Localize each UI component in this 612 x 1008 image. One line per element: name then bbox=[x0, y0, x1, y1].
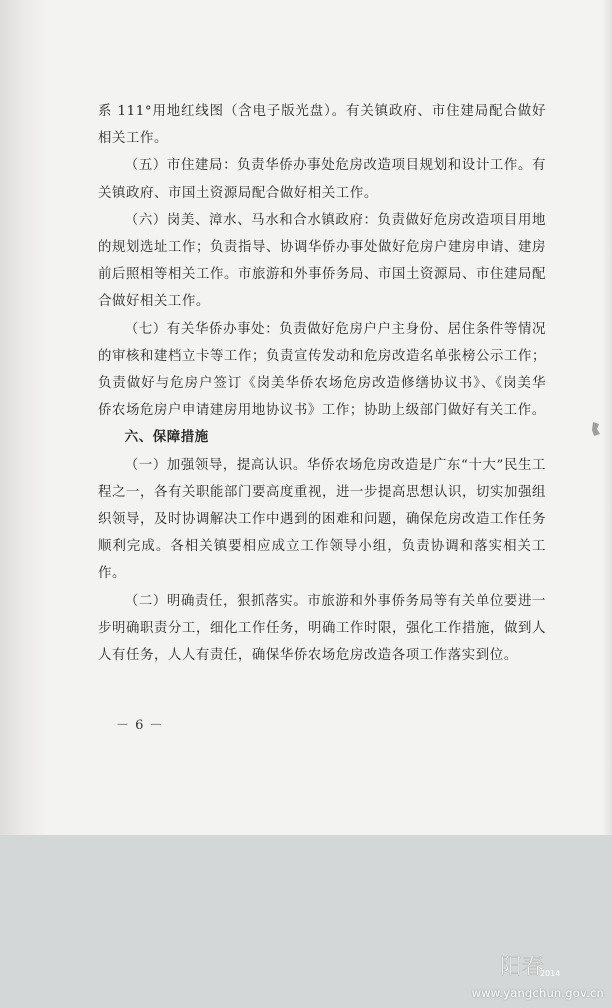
paragraph: 系 111°用地红线图（含电子版光盘）。有关镇政府、市住建局配合做好相关工作。 bbox=[98, 104, 546, 147]
yangchun-logo-icon bbox=[494, 950, 564, 980]
paragraph: （六）岗美、漳水、马水和合水镇政府：负责做好危房改造项目用地的规划选址工作；负责指导、协调华侨办事处做好危房户建房申请、建房前后照相等相关工作。市旅游和外事侨务局、市国土资源局、市住建局配合做好相关工作。 bbox=[98, 212, 546, 310]
paragraph: （二）明确责任，狠抓落实。市旅游和外事侨务局等有关单位要进一步明确职责分工，细化工作任务，明确工作时限，强化工作措施，做到人人有任务，人人有责任，确保华侨农场危房改造各项工作落实到位。 bbox=[98, 593, 546, 664]
watermark-url: www.yangchun.gov.cn bbox=[471, 986, 604, 1000]
document-body bbox=[98, 98, 546, 669]
paragraph: （七）有关华侨办事处：负责做好危房户户主身份、居住条件等情况的审核和建档立卡等工作；负责宣传发动和危房改造名单张榜公示工作；负责做好与危房户签订《岗美华侨农场危房改造修缮协议书》、《岗美华侨农场危房户申请建房用地协议书》工作；协助上级部门做好有关工作。 bbox=[98, 321, 546, 419]
logo-year: 2014 bbox=[540, 969, 561, 978]
scan-shadow-left bbox=[0, 0, 44, 835]
scan-speck-mark bbox=[590, 420, 602, 438]
paragraph: （五）市住建局：负责华侨办事处危房改造项目规划和设计工作。有关镇政府、市国土资源局配合做好相关工作。 bbox=[98, 158, 546, 201]
page-number: － 6 － bbox=[116, 718, 164, 733]
paragraph: （一）加强领导，提高认识。华侨农场危房改造是广东“十大”民生工程之一，各有关职能部门要高度重视，进一步提高思想认识，切实加强组织领导，及时协调解决工作中遇到的困难和问题，确保危房改造工作任务顺利完成。各相关镇要相应成立工作领导小组，负责协调和落实相关工作。 bbox=[98, 457, 546, 582]
logo-text: 阳春 bbox=[500, 955, 545, 980]
section-heading: 六、保障措施 bbox=[124, 430, 209, 446]
site-watermark bbox=[454, 950, 604, 1000]
scan-shadow-right bbox=[602, 0, 612, 835]
